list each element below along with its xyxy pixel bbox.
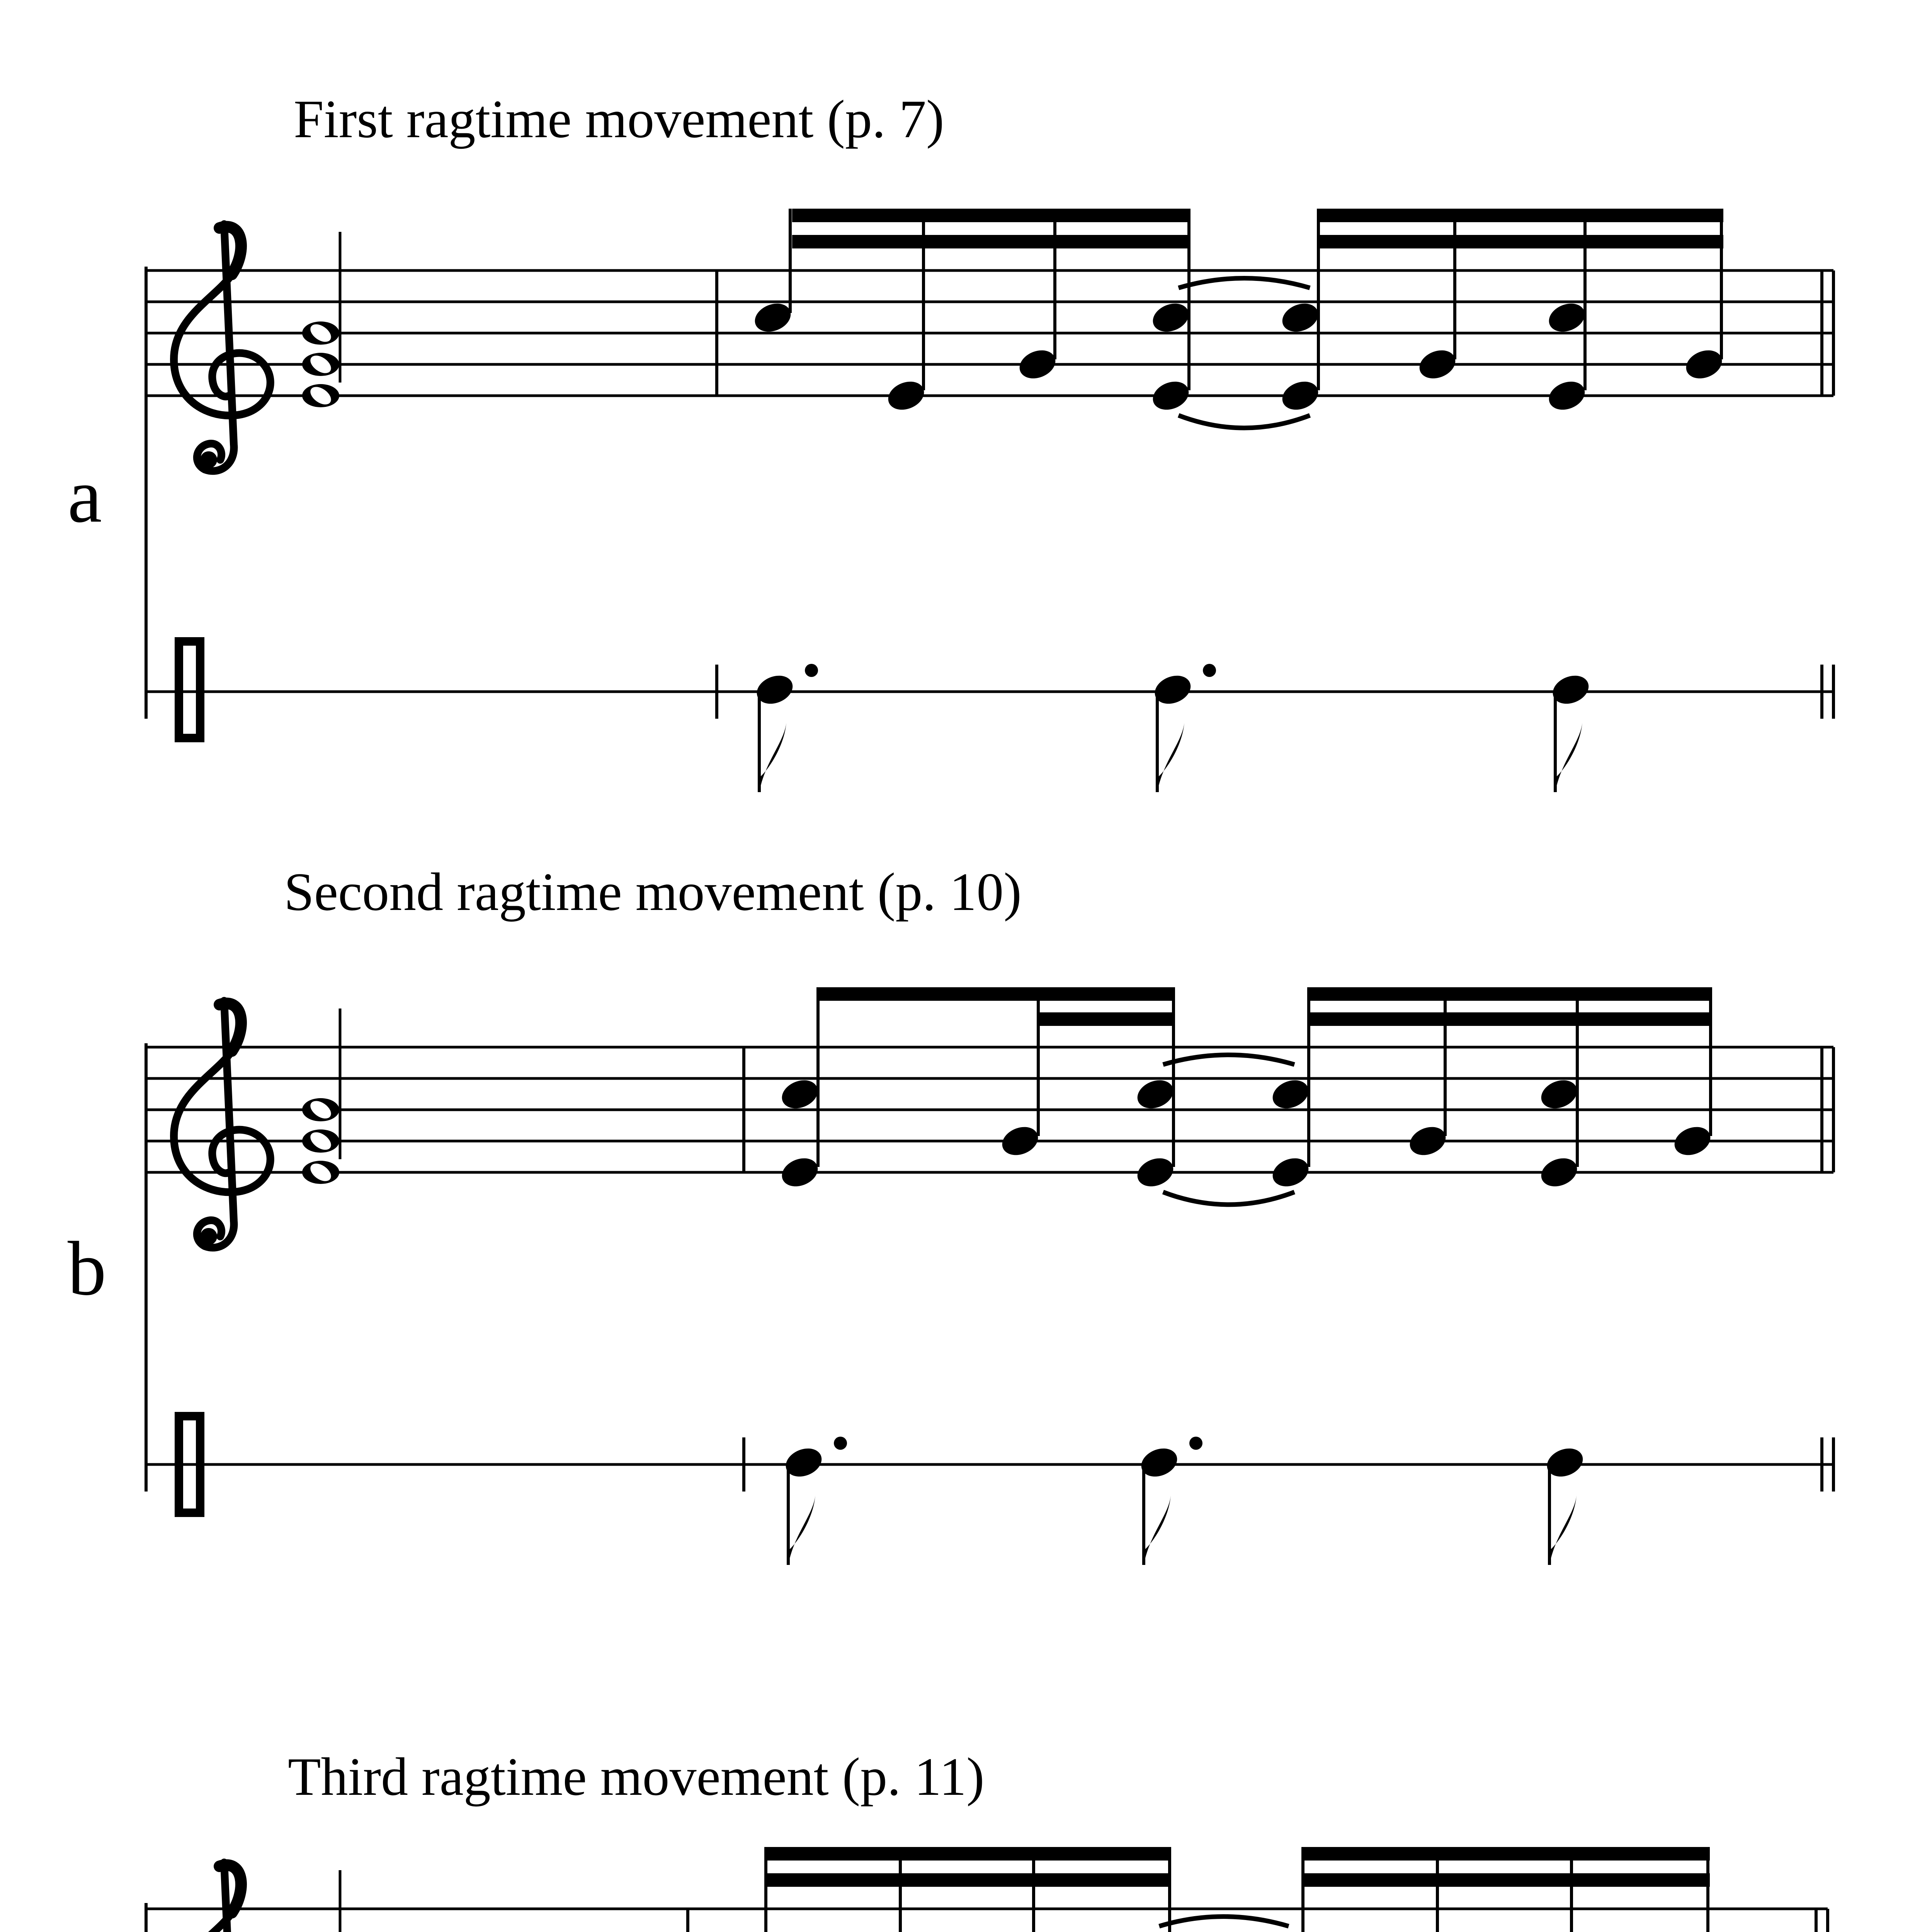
- system-title: First ragtime movement (p. 7): [294, 89, 944, 149]
- breve-note: [179, 641, 200, 738]
- treble-clef-icon: [174, 1001, 270, 1248]
- system-c: [66, 1747, 1828, 1932]
- upper-staff: [146, 1909, 1828, 1932]
- upper-staff: [146, 1047, 1833, 1172]
- system-b: [68, 862, 1833, 1565]
- system-label: a: [68, 453, 102, 539]
- system-label: b: [68, 1226, 106, 1311]
- measure-notes: [726, 1847, 1713, 1932]
- treble-clef-icon: [174, 1862, 270, 1932]
- chord: [302, 1870, 340, 1932]
- chord: [302, 232, 340, 408]
- system-a: [68, 89, 1833, 792]
- lower-staff: [146, 1416, 1833, 1565]
- chord: [302, 1009, 340, 1185]
- upper-staff: [146, 270, 1833, 396]
- treble-clef-icon: [174, 224, 270, 471]
- system-title: Third ragtime movement (p. 11): [288, 1747, 985, 1807]
- system-title: Second ragtime movement (p. 10): [284, 862, 1022, 922]
- lower-staff: [146, 641, 1833, 792]
